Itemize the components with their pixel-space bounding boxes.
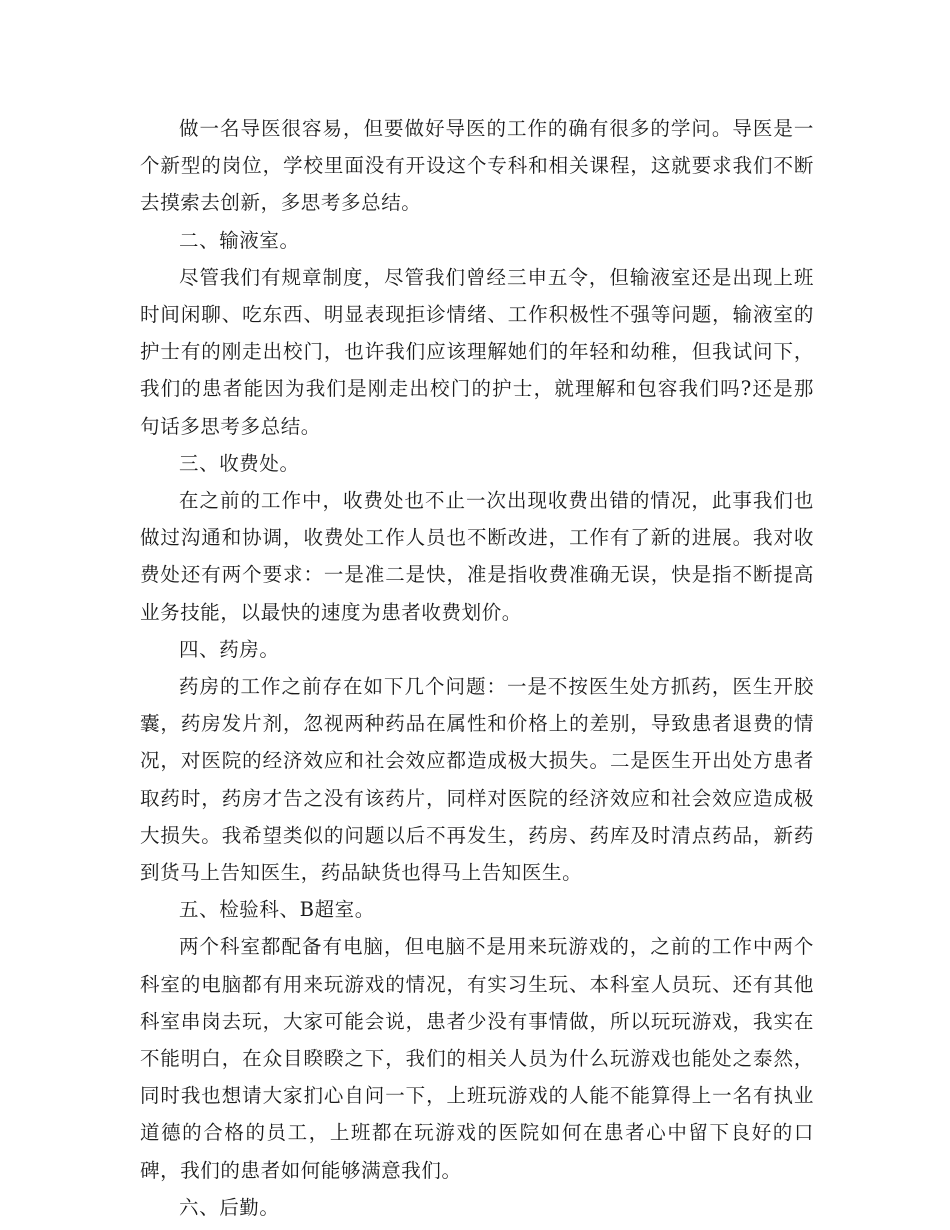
paragraph-lab-ultrasound: 两个科室都配备有电脑，但电脑不是用来玩游戏的，之前的工作中两个科室的电脑都有用来玩游戏的情况，有实习生玩、本科室人员玩、还有其他科室串岗去玩，大家可能会说，患者少没有事情做，所以玩玩游戏，我实在不能明白，在众目睽睽之下，我们的相关人员为什么玩游戏也能处之泰然，同时我也想请大家扪心自问一下，上班玩游戏的人能不能算得上一名有执业道德的合格的员工，上班都在玩游戏的医院如何在患者心中留下良好的口碑，我们的患者如何能够满意我们。 [140,935,814,1182]
paragraph-cashier: 在之前的工作中，收费处也不止一次出现收费出错的情况，此事我们也做过沟通和协调，收费处工作人员也不断改进，工作有了新的进展。我对收费处还有两个要求：一是准二是快，准是指收费准确无误，快是指不断提高业务技能，以最快的速度为患者收费划价。 [140,489,814,624]
paragraph-pharmacy: 药房的工作之前存在如下几个问题：一是不按医生处方抓药，医生开胶囊，药房发片剂，忽视两种药品在属性和价格上的差别，导致患者退费的情况，对医院的经济效应和社会效应都造成极大损失。二是医生开出处方患者取药时，药房才告之没有该药片，同样对医院的经济效应和社会效应造成极大损失。我希望类似的问题以后不再发生，药房、药库及时清点药品，新药到货马上告知医生，药品缺货也得马上告知医生。 [140,675,814,885]
paragraph-guide-doctor: 做一名导医很容易，但要做好导医的工作的确有很多的学问。导医是一个新型的岗位，学校里面没有开设这个专科和相关课程，这就要求我们不断去摸索去创新，多思考多总结。 [140,117,814,215]
heading-cashier: 三、收费处。 [179,451,300,475]
heading-pharmacy: 四、药房。 [179,637,280,661]
document-body [140,110,814,1226]
paragraph-infusion-room: 尽管我们有规章制度，尽管我们曾经三申五令，但输液室还是出现上班时间闲聊、吃东西、明显表现拒诊情绪、工作积极性不强等问题，输液室的护士有的刚走出校门，也许我们应该理解她们的年轻和幼稚，但我试问下，我们的患者能因为我们是刚走出校门的护士，就理解和包容我们吗?还是那句话多思考多总结。 [140,265,814,438]
heading-logistics: 六、后勤。 [179,1195,280,1219]
heading-infusion-room: 二、输液室。 [179,228,300,252]
heading-lab-ultrasound: 五、检验科、B超室。 [179,898,375,922]
